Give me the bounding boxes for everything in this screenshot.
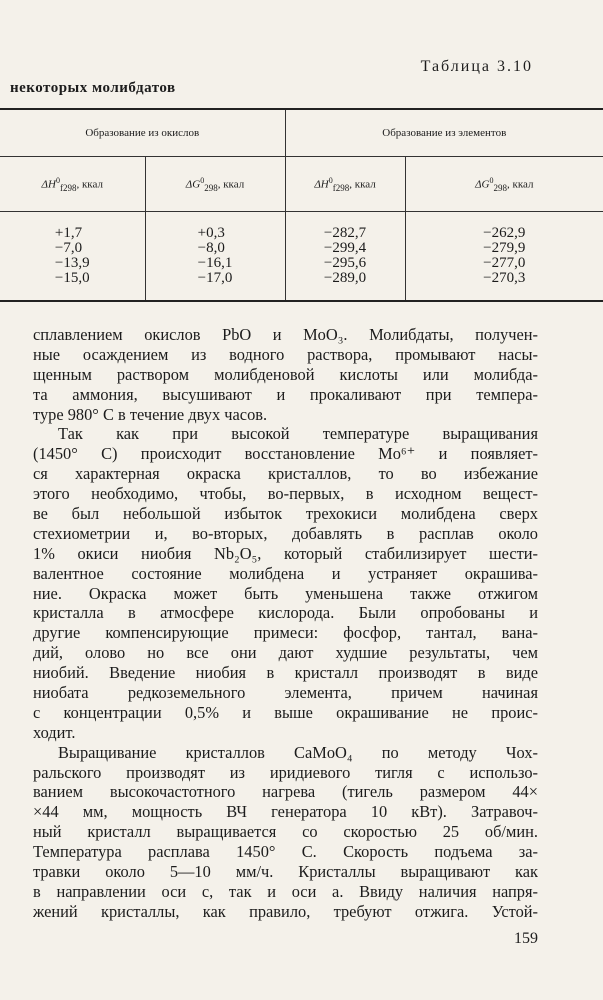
value-column [405,212,603,302]
text-line: Выращивание кристаллов CaMoO₄ по методу Чох- [58,742,538,762]
text-line: ниобата редкоземельного элемента, причем начиная [33,683,538,703]
table-cell: −16,1 [197,255,233,271]
thermodynamic-table [0,108,603,302]
text-line: стехиометрии и, во-вторых, добавлять в расплав около [33,523,538,543]
text-line: щенным раствором молибденовой кислоты или молибда- [33,364,538,384]
value-column [285,212,405,302]
table-cell: +0,3 [197,225,225,241]
table-cell: −13,9 [54,255,90,271]
value-column [0,212,145,302]
text-line: ные осаждением из водного раствора, промывают насы- [33,344,538,364]
table-cell: +1,7 [54,225,83,241]
text-line: ние. Окраска может быть уменьшена также отжигом [33,583,538,603]
text-line: 1% окиси ниобия Nb₂O₅, который стабилизирует шести- [33,543,538,563]
table-label: Таблица 3.10 [420,58,533,75]
table-cell: −262,9 [483,225,526,241]
text-line: в направлении оси c, так и оси a. Ввиду наличия напря- [33,881,538,901]
group-header-elements: Образование из элементов [285,109,603,157]
table-cell: −15,0 [54,270,90,286]
text-line: Так как при высокой температуре выращивания [58,424,538,444]
text-line: этого необходимо, чтобы, во-первых, в исходном вещест- [33,484,538,504]
text-line: кристалла в атмосфере кислорода. Были опробованы и [33,603,538,623]
group-header-oxides: Образование из окислов [0,109,285,157]
column-header: $\Delta H^0_{f298}$, ккал [285,157,405,212]
text-line: туре 980° С в течение двух часов. [33,404,268,424]
table-cell: −270,3 [483,270,526,286]
table-cell: −277,0 [483,255,526,271]
table-cell: −282,7 [323,225,367,241]
text-line: ниобий. Введение ниобия в кристалл производят в виде [33,663,538,683]
value-column [145,212,285,302]
text-line: ся характерная окраска кристаллов, то во избежание [33,464,538,484]
table-cell: −289,0 [323,270,367,286]
text-line: ×44 мм, мощность ВЧ генератора 10 кВт). Затравоч- [33,802,538,822]
text-line: (1450° С) происходит восстановление Mo⁶⁺ и появляет- [33,444,538,464]
text-line: та аммония, высушивают и прокаливают при темпера- [33,384,538,404]
table-cell: −8,0 [197,240,225,256]
column-header: $\Delta G^0_{298}$, ккал [145,157,285,212]
text-line: ходит. [33,722,76,742]
table-cell: −295,6 [323,255,367,271]
table-cell: −299,4 [323,240,367,256]
table-cell: −7,0 [54,240,83,256]
text-line: с концентрации 0,5% и выше окрашивание не проис- [33,702,538,722]
column-header: $\Delta H^0_{f298}$, ккал [0,157,145,212]
text-line: ве был небольшой избыток трехокиси молибдена сверх [33,504,538,524]
text-line: другие компенсирующие примеси: фосфор, тантал, вана- [33,623,538,643]
text-line: валентное состояние молибдена и устраняет окрашива- [33,563,538,583]
table-caption: некоторых молибдатов [10,80,176,96]
text-line: травки около 5—10 мм/ч. Кристаллы выращивают как [33,862,538,882]
text-line: Температура расплава 1450° С. Скорость подъема за- [33,842,538,862]
text-line: ванием высокочастотного нагрева (тигель размером 44× [33,782,538,802]
table-cell: −17,0 [197,270,233,286]
text-line: ный кристалл выращивается со скоростью 25 об/мин. [33,822,538,842]
column-header: $\Delta G^0_{298}$, ккал [405,157,603,212]
body-text [33,325,538,922]
text-line: дий, олово но все они дают худшие результаты, чем [33,643,538,663]
text-line: жений кристаллы, как правило, требуют отжига. Устой- [33,901,538,921]
table-cell: −279,9 [483,240,526,256]
page-number: 159 [514,930,538,947]
text-line: ральского производят из иридиевого тигля с использо- [33,762,538,782]
text-line: сплавлением окислов PbO и MoO₃. Молибдаты, получен- [33,325,538,344]
